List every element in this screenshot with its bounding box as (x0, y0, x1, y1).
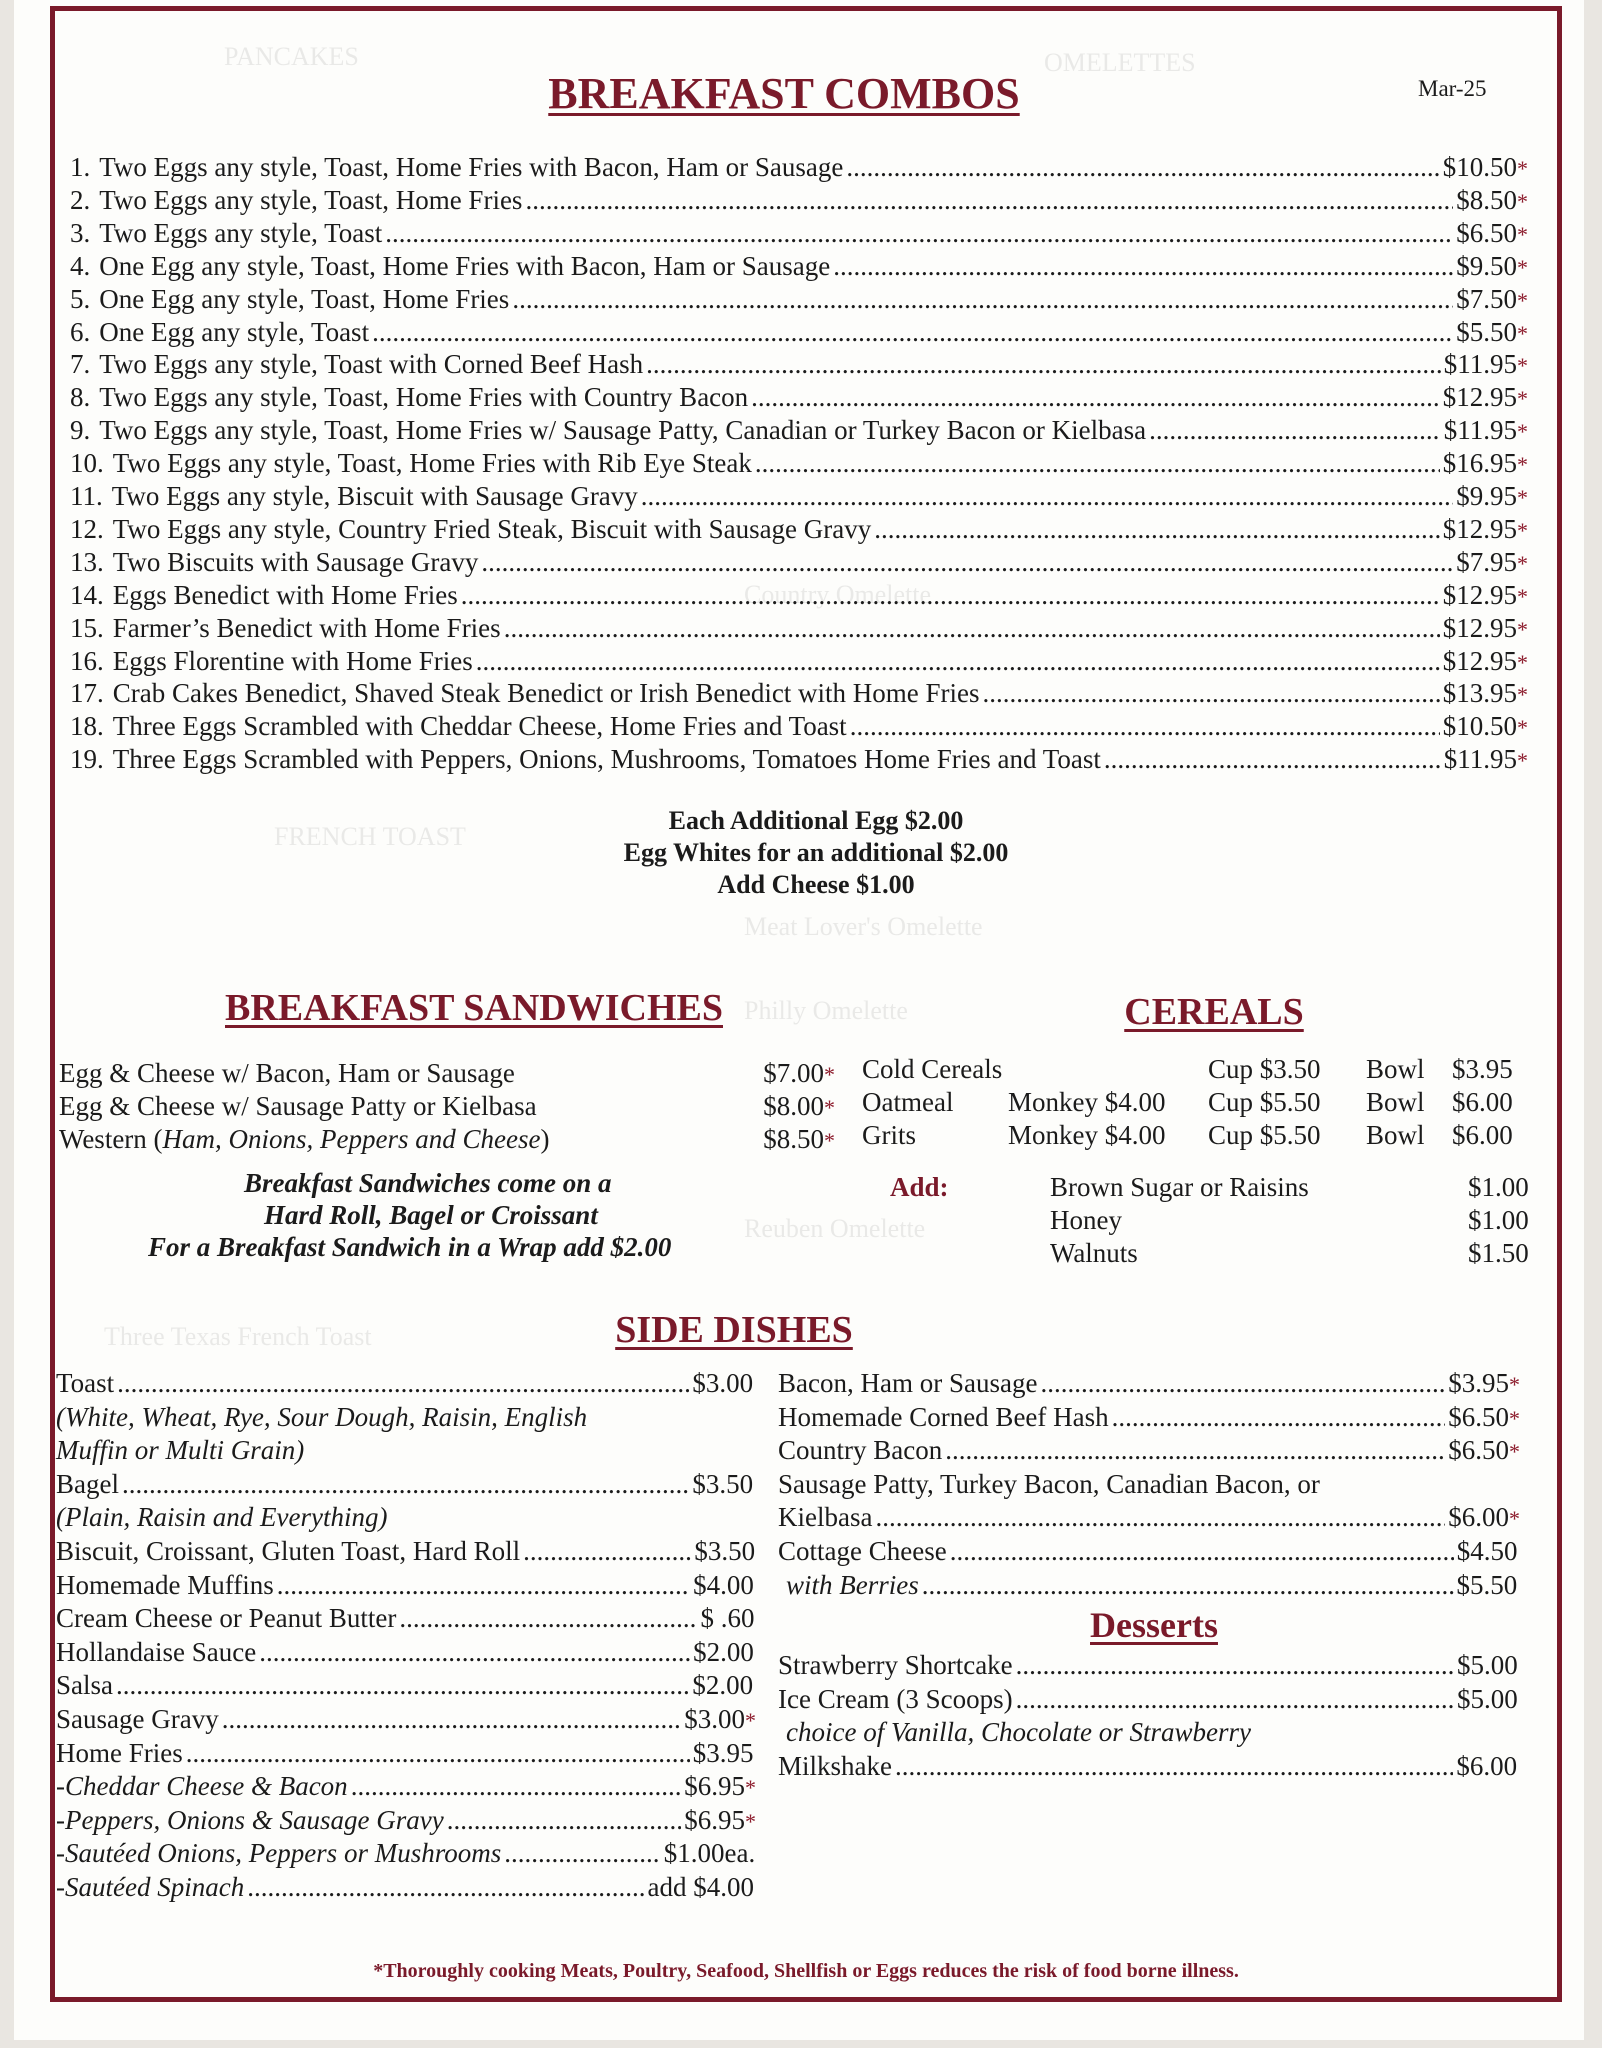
combo-item (70, 613, 1528, 646)
watermark-text: Reuben Omelette (744, 1214, 926, 1243)
dot-leader (523, 1536, 691, 1567)
cereal-bowl-label: Bowl (1366, 1087, 1425, 1117)
combo-item (70, 678, 1528, 711)
item-name: Three Eggs Scrambled with Cheddar Cheese, Home Fries and Toast (112, 711, 847, 742)
combo-item (70, 646, 1528, 679)
item-price: $11.95 (1443, 415, 1517, 446)
dot-leader (1016, 1650, 1454, 1681)
star-mark: * (1517, 452, 1528, 478)
item-number: 3. (70, 217, 91, 248)
item-name: Cream Cheese or Peanut Butter (56, 1603, 397, 1634)
dot-leader (122, 1469, 689, 1500)
star-mark: * (1509, 1506, 1520, 1532)
combo-item (70, 744, 1528, 777)
item-number: 18. (70, 711, 104, 742)
combo-item (70, 382, 1528, 415)
combo-item (70, 185, 1528, 218)
item-name: One Egg any style, Toast (99, 316, 370, 347)
item-name: Two Eggs any style, Country Fried Steak, Biscuit with Sausage Gravy (112, 513, 872, 544)
combo-item (70, 547, 1528, 580)
sandwiches-title: BREAKFAST SANDWICHES (225, 987, 723, 1029)
watermark-text: Meat Lover's Omelette (744, 912, 983, 941)
item-name: -Peppers, Onions & Sausage Gravy (56, 1804, 444, 1835)
cereal-bowl-price: $6.00 (1452, 1087, 1513, 1117)
item-price: $7.95 (1456, 546, 1517, 577)
dot-leader (1112, 1402, 1446, 1433)
sandwich-name: Egg & Cheese w/ Sausage Patty or Kielbasa (59, 1091, 537, 1121)
side-item (56, 1872, 756, 1905)
star-mark: * (1517, 386, 1528, 412)
item-price: $5.00 (1457, 1650, 1518, 1680)
item-name: Biscuit, Croissant, Gluten Toast, Hard Roll (56, 1536, 521, 1566)
item-name: Two Eggs any style, Toast, Home Fries with Bacon, Ham or Sausage (99, 152, 844, 182)
item-name: -Sautéed Onions, Peppers or Mushrooms (56, 1838, 502, 1869)
dessert-item (778, 1650, 1520, 1683)
star-mark: * (1517, 616, 1528, 642)
item-name: Cottage Cheese (778, 1536, 947, 1566)
item-name: -Sautéed Spinach (56, 1872, 245, 1902)
sandwich-item (59, 1091, 835, 1124)
star-mark: * (1509, 1405, 1520, 1431)
star-mark: * (745, 1708, 756, 1733)
dot-leader (755, 448, 1440, 479)
star-mark: * (1517, 550, 1528, 576)
item-name: Hollandaise Sauce (56, 1636, 257, 1667)
item-number: 16. (70, 645, 104, 676)
item-name: Eggs Florentine with Home Fries (112, 645, 473, 676)
item-price: $3.95 (1448, 1368, 1509, 1398)
item-price: $ .60 (700, 1603, 755, 1634)
item-price: $6.00 (1456, 1750, 1518, 1781)
combo-item (70, 349, 1528, 382)
item-price: $3.00 (692, 1368, 754, 1398)
side-item (778, 1435, 1520, 1468)
sandwich-item (59, 1124, 835, 1157)
food-safety-disclaimer: *Thoroughly cooking Meats, Poultry, Seafood, Shellfish or Eggs reduces the risk of food borne illness. (373, 1960, 1239, 1982)
cereal-name: Oatmeal (862, 1087, 954, 1117)
dot-leader (525, 185, 1453, 216)
side-item (56, 1637, 756, 1670)
combo-item (70, 284, 1528, 317)
item-name: Farmer’s Benedict with Home Fries (112, 612, 501, 643)
side-item (56, 1570, 756, 1603)
item-price: $3.50 (694, 1536, 756, 1566)
combos-title: BREAKFAST COMBOS (548, 69, 1020, 118)
dessert-note: choice of Vanilla, Chocolate or Strawberry (786, 1717, 1251, 1748)
item-number: 7. (70, 349, 91, 380)
star-mark: * (1517, 221, 1528, 247)
item-price: $4.00 (693, 1569, 754, 1600)
item-price: $8.50 (1456, 184, 1517, 215)
cereal-cup-price: Cup $3.50 (1208, 1054, 1321, 1084)
side-note: Sausage Patty, Turkey Bacon, Canadian Bacon, or (778, 1468, 1320, 1499)
dot-leader (1040, 1368, 1445, 1399)
sandwich-price: $8.00 (763, 1091, 824, 1121)
sandwich-name: Egg & Cheese w/ Bacon, Ham or Sausage (59, 1058, 515, 1088)
side-note: Muffin or Multi Grain) (56, 1435, 305, 1466)
item-price: $11.95 (1443, 744, 1517, 775)
star-mark: * (745, 1775, 756, 1801)
dot-leader (504, 613, 1440, 644)
item-name: Toast (56, 1368, 115, 1398)
cereal-add-name: Walnuts (1050, 1238, 1138, 1268)
dot-leader (385, 218, 1453, 249)
cereal-bowl-price: $6.00 (1452, 1120, 1513, 1150)
item-number: 11. (70, 481, 103, 511)
side-item (56, 1838, 756, 1871)
dot-leader (983, 678, 1440, 709)
side-item (56, 1805, 756, 1838)
item-name: Milkshake (778, 1750, 892, 1781)
item-price: $16.95 (1442, 448, 1517, 479)
side-item (778, 1502, 1520, 1535)
item-number: 19. (70, 744, 104, 775)
dot-leader (641, 481, 1453, 512)
dot-leader (922, 1570, 1454, 1601)
dot-leader (895, 1751, 1453, 1782)
dot-leader (874, 514, 1439, 545)
star-mark: * (1509, 1439, 1520, 1465)
star-mark: * (1509, 1372, 1520, 1397)
item-price: $2.00 (693, 1636, 754, 1667)
item-price: $12.95 (1442, 612, 1517, 643)
item-price: $1.00ea. (663, 1838, 756, 1869)
item-name: Home Fries (56, 1737, 183, 1768)
dot-leader (945, 1435, 1445, 1466)
star-mark: * (1517, 419, 1528, 445)
dot-leader (846, 152, 1439, 183)
item-number: 12. (70, 513, 104, 544)
item-name: Two Biscuits with Sausage Gravy (112, 546, 479, 577)
item-price: $6.50 (1456, 217, 1517, 248)
item-price: $6.95 (684, 1804, 745, 1835)
item-name: Kielbasa (778, 1502, 873, 1533)
side-item (778, 1536, 1520, 1569)
item-name: Two Eggs any style, Toast (99, 217, 383, 248)
side-item (56, 1670, 756, 1703)
item-name: Two Eggs any style, Biscuit with Sausage Gravy (111, 481, 638, 511)
item-price: $12.95 (1442, 382, 1517, 413)
item-price: $7.50 (1456, 283, 1517, 314)
item-number: 4. (70, 250, 91, 281)
side-item (56, 1536, 756, 1569)
item-price: $9.50 (1456, 250, 1517, 281)
dot-leader (504, 1838, 661, 1869)
sandwich-note-close: ) (540, 1124, 550, 1154)
cereal-cup-price: Cup $5.50 (1208, 1120, 1321, 1150)
item-price: $5.50 (1456, 316, 1517, 347)
menu-date: Mar-25 (1418, 76, 1487, 101)
dot-leader (1149, 415, 1441, 446)
item-number: 9. (70, 415, 91, 446)
side-item (56, 1368, 756, 1401)
item-number: 1. (70, 152, 91, 182)
dessert-item (778, 1684, 1520, 1717)
item-price: $6.50 (1448, 1401, 1509, 1432)
dot-leader (646, 349, 1441, 380)
dot-leader (481, 547, 1453, 578)
dot-leader (751, 382, 1440, 413)
item-name: One Egg any style, Toast, Home Fries (99, 283, 510, 314)
dot-leader (222, 1704, 682, 1735)
cereal-name: Cold Cereals (862, 1054, 1003, 1084)
side-item (786, 1570, 1520, 1603)
combo-item (70, 580, 1528, 613)
item-name: Crab Cakes Benedict, Shaved Steak Benedict or Irish Benedict with Home Fries (112, 678, 980, 709)
dot-leader (259, 1637, 690, 1668)
item-number: 10. (70, 448, 104, 479)
combo-item (70, 514, 1528, 547)
item-price: $4.50 (1456, 1536, 1518, 1566)
sandwich-price: $7.00 (763, 1058, 824, 1088)
side-note: (Plain, Raisin and Everything) (56, 1502, 388, 1533)
side-note: (White, Wheat, Rye, Sour Dough, Raisin, English (56, 1401, 588, 1432)
item-price: $6.95 (684, 1771, 745, 1802)
item-name: Three Eggs Scrambled with Peppers, Onions, Mushrooms, Tomatoes Home Fries and Toast (112, 744, 1101, 775)
sandwich-note: Ham, Onions, Peppers and Cheese (162, 1124, 541, 1154)
side-item (56, 1771, 756, 1804)
star-mark: * (1517, 583, 1528, 609)
combo-item (70, 711, 1528, 744)
dot-leader (372, 317, 1453, 348)
combo-item (70, 317, 1528, 350)
cereal-monkey-price: Monkey $4.00 (1008, 1120, 1166, 1150)
sides-title: SIDE DISHES (615, 1309, 853, 1351)
item-name: Strawberry Shortcake (778, 1650, 1013, 1680)
item-price: $3.00 (684, 1704, 745, 1734)
dot-leader (461, 580, 1440, 611)
star-mark: * (1517, 649, 1528, 675)
dot-leader (447, 1805, 682, 1836)
item-price: add $4.00 (647, 1872, 754, 1902)
dot-leader (1016, 1684, 1454, 1715)
dot-leader (247, 1872, 644, 1903)
star-mark: * (1517, 715, 1528, 741)
dot-leader (950, 1536, 1454, 1567)
item-price: $10.50 (1442, 711, 1517, 742)
item-number: 2. (70, 184, 91, 215)
item-number: 17. (70, 678, 104, 709)
item-price: $6.50 (1448, 1435, 1509, 1466)
item-name: Salsa (56, 1670, 113, 1701)
dot-leader (833, 251, 1453, 282)
dot-leader (116, 1670, 689, 1701)
star-mark: * (1517, 353, 1528, 379)
sandwich-note-line: Breakfast Sandwiches come on a (244, 1168, 612, 1198)
combo-item (70, 481, 1528, 514)
watermark-text: Philly Omelette (744, 996, 908, 1025)
item-name: Two Eggs any style, Toast, Home Fries w/ Sausage Patty, Canadian or Turkey Bacon or Kielbasa (99, 415, 1147, 446)
watermark-text: Three Texas French Toast (104, 1322, 372, 1351)
star-mark: * (1517, 748, 1528, 774)
star-mark: * (1517, 320, 1528, 346)
item-name: Bagel (56, 1468, 119, 1499)
cereal-bowl-label: Bowl (1366, 1054, 1425, 1084)
item-price: $6.00 (1448, 1502, 1509, 1533)
combo-item (70, 152, 1528, 185)
star-mark: * (745, 1808, 756, 1834)
sandwich-item (59, 1058, 835, 1091)
item-name: Homemade Corned Beef Hash (778, 1401, 1109, 1432)
item-price: $3.95 (692, 1737, 754, 1768)
combo-extra: Egg Whites for an additional $2.00 (623, 838, 1009, 867)
item-price: $13.95 (1442, 678, 1517, 709)
star-mark: * (824, 1095, 835, 1120)
item-name: Two Eggs any style, Toast, Home Fries with Rib Eye Steak (112, 448, 752, 479)
item-price: $12.95 (1442, 513, 1517, 544)
cereal-add-price: $1.00 (1468, 1205, 1529, 1235)
watermark-text: FRENCH TOAST (274, 822, 466, 851)
item-name: with Berries (786, 1569, 919, 1600)
cereal-cup-price: Cup $5.50 (1208, 1087, 1321, 1117)
side-item (778, 1402, 1520, 1435)
cereal-add-label: Add: (890, 1172, 949, 1202)
cereal-add-name: Honey (1050, 1205, 1122, 1235)
item-name: Ice Cream (3 Scoops) (778, 1683, 1013, 1714)
item-name: Country Bacon (778, 1435, 943, 1466)
item-number: 15. (70, 612, 104, 643)
sandwich-name: Western ( (59, 1124, 163, 1154)
side-item (56, 1469, 756, 1502)
star-mark: * (1517, 485, 1528, 510)
cereal-add-price: $1.50 (1468, 1238, 1529, 1268)
item-price: $9.95 (1456, 481, 1517, 511)
dot-leader (850, 711, 1440, 742)
star-mark: * (824, 1062, 835, 1087)
item-name: Bacon, Ham or Sausage (778, 1368, 1038, 1398)
desserts-title: Desserts (1090, 1605, 1218, 1645)
dot-leader (399, 1603, 697, 1634)
item-number: 14. (70, 579, 104, 610)
side-item (56, 1603, 756, 1636)
star-mark: * (1517, 188, 1528, 214)
watermark-text: Country Omelette (744, 580, 932, 609)
combo-item (70, 415, 1528, 448)
cereal-bowl-label: Bowl (1366, 1120, 1425, 1150)
item-price: $3.50 (692, 1468, 754, 1499)
watermark-text: OMELETTES (1044, 48, 1196, 77)
item-name: Sausage Gravy (56, 1704, 219, 1734)
dot-leader (351, 1771, 682, 1802)
item-price: $11.95 (1443, 349, 1517, 380)
sandwich-price: $8.50 (763, 1124, 824, 1154)
dot-leader (875, 1502, 1445, 1533)
item-number: 5. (70, 283, 91, 314)
dot-leader (1104, 744, 1441, 775)
star-mark: * (1517, 287, 1528, 313)
item-price: $5.50 (1456, 1569, 1518, 1600)
item-name: Two Eggs any style, Toast with Corned Beef Hash (99, 349, 644, 380)
item-price: $12.95 (1442, 579, 1517, 610)
cereal-add-price: $1.00 (1468, 1172, 1529, 1202)
star-mark: * (1517, 682, 1528, 708)
side-item (56, 1738, 756, 1771)
item-price: $2.00 (692, 1670, 754, 1701)
star-mark: * (824, 1128, 835, 1153)
star-mark: * (1517, 517, 1528, 543)
item-name: Eggs Benedict with Home Fries (112, 579, 458, 610)
dot-leader (512, 284, 1453, 315)
watermark-text: PANCAKES (224, 42, 359, 71)
cereal-add-name: Brown Sugar or Raisins (1050, 1172, 1309, 1202)
combo-item (70, 251, 1528, 284)
menu-page (14, 0, 1584, 2040)
dessert-item (778, 1751, 1520, 1784)
item-number: 6. (70, 316, 91, 347)
item-price: $5.00 (1457, 1683, 1518, 1714)
item-number: 13. (70, 546, 104, 577)
cereal-name: Grits (862, 1120, 916, 1150)
item-name: Homemade Muffins (56, 1569, 274, 1600)
item-name: One Egg any style, Toast, Home Fries with Bacon, Ham or Sausage (99, 250, 831, 281)
cereal-monkey-price: Monkey $4.00 (1008, 1087, 1166, 1117)
dot-leader (277, 1570, 690, 1601)
side-item (778, 1368, 1520, 1401)
dot-leader (186, 1738, 690, 1769)
combo-extra: Add Cheese $1.00 (717, 870, 915, 899)
item-name: Two Eggs any style, Toast, Home Fries (99, 184, 523, 215)
item-name: -Cheddar Cheese & Bacon (56, 1771, 348, 1802)
sandwich-note-line: Hard Roll, Bagel or Croissant (264, 1200, 598, 1230)
item-price: $10.50 (1442, 152, 1517, 182)
combo-item (70, 448, 1528, 481)
dot-leader (476, 646, 1440, 677)
sandwich-note-line: For a Breakfast Sandwich in a Wrap add $2.00 (148, 1232, 672, 1262)
dot-leader (117, 1368, 689, 1399)
combo-extra: Each Additional Egg $2.00 (668, 806, 964, 835)
item-number: 8. (70, 382, 91, 413)
item-price: $12.95 (1442, 645, 1517, 676)
cereals-title: CEREALS (1124, 991, 1304, 1033)
cereal-bowl-price: $3.95 (1452, 1054, 1513, 1084)
combo-item (70, 218, 1528, 251)
side-item (56, 1704, 756, 1737)
star-mark: * (1517, 254, 1528, 280)
item-name: Two Eggs any style, Toast, Home Fries with Country Bacon (99, 382, 749, 413)
star-mark: * (1517, 156, 1528, 181)
